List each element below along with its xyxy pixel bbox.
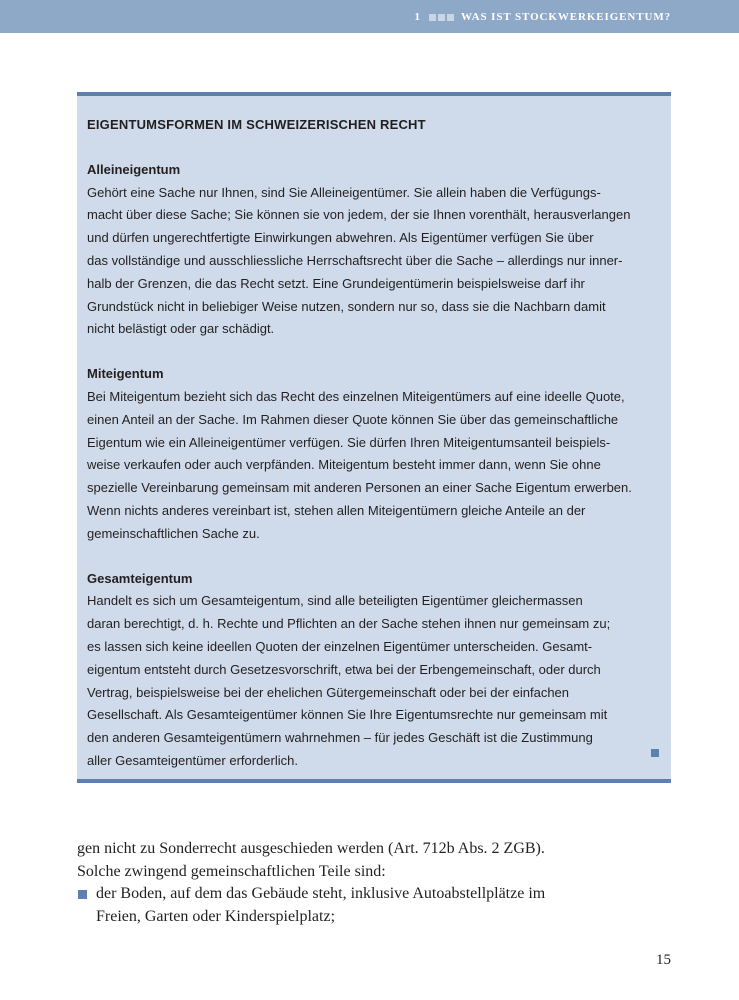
section-heading: Alleineigentum — [87, 161, 181, 177]
section-alleineigentum — [87, 159, 659, 341]
section-line: Handelt es sich um Gesamteigentum, sind alle beteiligten Eigentümer gleichermassen — [87, 593, 583, 609]
section-heading: Miteigentum — [87, 366, 164, 382]
section-line: Gesellschaft. Als Gesamteigentümer können Sie Ihre Eigentumsrechte nur gemeinsam mit — [87, 707, 608, 723]
chapter-number: 1 — [414, 11, 421, 23]
body-line: gen nicht zu Sonderrecht ausgeschieden werden (Art. 712b Abs. 2 ZGB). — [77, 840, 545, 857]
chapter-title: WAS IST STOCKWERKEIGENTUM? — [460, 11, 671, 23]
section-line: einen Anteil an der Sache. Im Rahmen dieser Quote können Sie über das gemeinschaftliche — [87, 411, 619, 427]
section-line: Vertrag, beispielsweise bei der ehelichen Gütergemeinschaft oder bei der einfachen — [87, 684, 570, 700]
bullet-square-icon — [78, 890, 87, 899]
section-line: halb der Grenzen, die das Recht setzt. Eine Grundeigentümerin beispielsweise darf ihr — [87, 275, 585, 291]
section-line: aller Gesamteigentümer erforderlich. — [87, 752, 298, 768]
section-line: weise verkaufen oder auch verpfänden. Miteigentum besteht immer dann, wenn Sie ohne — [87, 457, 601, 473]
section-line: das vollständige und ausschliessliche Herrschaftsrecht über die Sache – allerdings nur inner- — [87, 252, 623, 268]
header-bar — [0, 0, 739, 33]
section-line: daran berechtigt, d. h. Rechte und Pflichten an der Sache stehen ihnen nur gemeinsam zu; — [87, 616, 611, 632]
end-square-icon — [651, 749, 659, 757]
section-heading: Gesamteigentum — [87, 570, 193, 586]
section-line: es lassen sich keine ideellen Quoten der einzelnen Eigentümer unterscheiden. Gesamt- — [87, 638, 593, 654]
section-line: Bei Miteigentum bezieht sich das Recht des einzelnen Miteigentümers auf eine ideelle Quote, — [87, 388, 625, 404]
section-line: macht über diese Sache; Sie können sie von jedem, der sie Ihnen vorenthält, herausverlangen — [87, 207, 631, 223]
section-gesamteigentum — [87, 568, 659, 773]
running-header — [415, 11, 671, 23]
info-box — [77, 92, 671, 783]
section-miteigentum — [87, 363, 659, 545]
page-number: 15 — [656, 952, 671, 968]
section-line: eigentum entsteht durch Gesetzesvorschrift, etwa bei der Erbengemeinschaft, oder durch — [87, 661, 601, 677]
list-item — [77, 883, 677, 928]
section-line: nicht belästigt oder gar schädigt. — [87, 321, 275, 337]
body-line: Solche zwingend gemeinschaftlichen Teile sind: — [77, 862, 386, 880]
section-line: spezielle Vereinbarung gemeinsam mit anderen Personen an einer Sache Eigentum erwerben. — [87, 480, 632, 496]
list-item-text — [96, 883, 545, 928]
header-squares-icon — [429, 14, 454, 21]
list-item-line: Freien, Garten oder Kinderspielplatz; — [96, 907, 336, 925]
section-line: gemeinschaftlichen Sache zu. — [87, 525, 260, 541]
section-line: den anderen Gesamteigentümern wahrnehmen – für jedes Geschäft ist die Zustimmung — [87, 730, 593, 746]
section-line: Wenn nichts anderes vereinbart ist, stehen allen Miteigentümern gleiche Anteile an der — [87, 502, 586, 518]
section-line: Eigentum wie ein Alleineigentümer verfügen. Sie dürfen Ihren Miteigentumsanteil beispiels- — [87, 434, 611, 450]
section-line: Gehört eine Sache nur Ihnen, sind Sie Alleineigentümer. Sie allein haben die Verfügungs- — [87, 184, 601, 200]
section-line: Grundstück nicht in beliebiger Weise nutzen, sondern nur so, dass sie die Nachbarn damit — [87, 298, 606, 314]
section-line: und dürfen ungerechtfertigte Einwirkungen abwehren. Als Eigentümer verfügen Sie über — [87, 230, 594, 246]
list-item-line: der Boden, auf dem das Gebäude steht, inklusive Autoabstellplätze im — [96, 885, 546, 902]
body-text — [77, 838, 677, 928]
info-box-title: EIGENTUMSFORMEN IM SCHWEIZERISCHEN RECHT — [87, 117, 426, 132]
